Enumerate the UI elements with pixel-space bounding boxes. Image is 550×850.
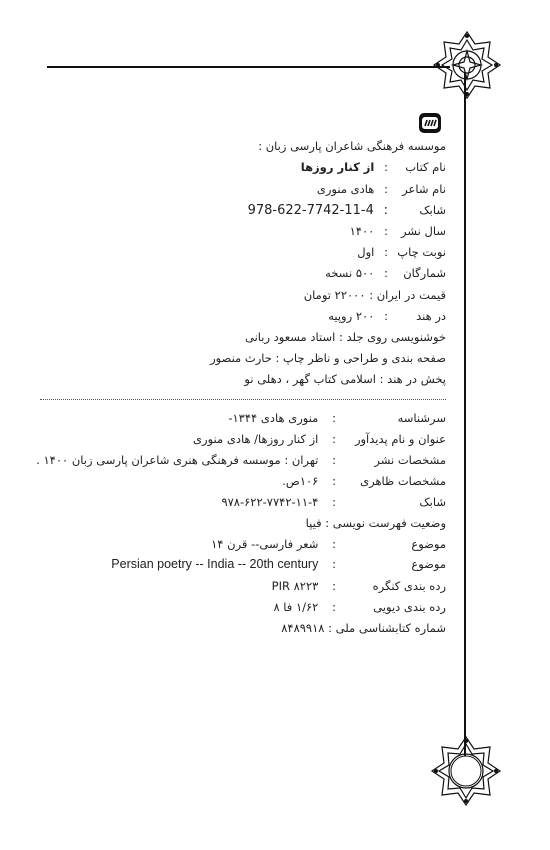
catalog-row: شماره کتابشناسی ملی : ۸۴۸۹۹۱۸ xyxy=(281,621,446,635)
year-value: ۱۴۰۰ xyxy=(349,224,375,238)
calligraphy-row: خوشنویسی روی جلد : استاد مسعود ربانی xyxy=(244,330,446,344)
isbn-value: 978-622-7742-11-4 xyxy=(247,203,374,218)
print-run-row: شمارگان: ۵۰۰ نسخه xyxy=(325,266,446,280)
copyright-page xyxy=(36,0,446,850)
catalog-row: شابک: ۹۷۸-۶۲۲-۷۷۴۲-۱۱-۴ xyxy=(221,495,446,509)
side-rule xyxy=(464,72,466,762)
book-title-value: از کنار روزها xyxy=(300,160,375,174)
poet-value: هادی منوری xyxy=(316,182,375,196)
price-india-value: ۲۰۰ روپیه xyxy=(328,309,375,323)
year-row: سال نشر: ۱۴۰۰ xyxy=(349,224,446,238)
layout-row: صفحه بندی و طراحی و ناظر چاپ : حارث منصور xyxy=(210,351,446,365)
edition-value: اول xyxy=(357,245,375,259)
catalog-row: موضوع: Persian poetry -- India -- 20th century xyxy=(111,557,446,571)
catalog-row: مشخصات نشر: تهران : موسسه فرهنگی هنری شاعران پارسی زبان ۱۴۰۰ . xyxy=(36,453,446,467)
distribution-row: پخش در هند : اسلامی کتاب گهر ، دهلی نو xyxy=(244,372,446,386)
catalog-row: موضوع: شعر فارسی-- قرن ۱۴ xyxy=(211,537,446,551)
price-india-row: در هند: ۲۰۰ روپیه xyxy=(328,309,446,323)
price-iran-value: ۲۲۰۰۰ تومان xyxy=(303,288,366,302)
catalog-row: رده بندی کنگره: PIR ۸۲۲۳ xyxy=(271,579,446,593)
isbn-row: شابک: 978-622-7742-11-4 xyxy=(247,203,446,218)
catalog-row: رده بندی دیویی: ۱/۶۲ فا ۸ xyxy=(273,600,446,614)
print-run-value: ۵۰۰ نسخه xyxy=(325,266,375,280)
section-divider xyxy=(40,399,446,400)
poet-row: نام شاعر: هادی منوری xyxy=(316,182,446,196)
publisher-line: موسسه فرهنگی شاعران پارسی زبان : xyxy=(258,139,446,153)
price-iran-row: قیمت در ایران : ۲۲۰۰۰ تومان xyxy=(303,288,446,302)
book-title-row: نام کتاب: از کنار روزها xyxy=(300,160,446,174)
catalog-row: عنوان و نام پدیدآور: از کنار روزها/ هادی منوری xyxy=(193,432,446,446)
book-title-label: نام کتاب xyxy=(405,160,446,174)
catalog-row: سرشناسه: منوری هادی ۱۳۴۴- xyxy=(228,411,446,425)
catalog-row: وضعیت فهرست نویسی : فیپا xyxy=(305,516,446,530)
catalog-row: مشخصات ظاهری: ۱۰۶ص. xyxy=(282,474,446,488)
edition-row: نوبت چاپ: اول xyxy=(357,245,446,259)
